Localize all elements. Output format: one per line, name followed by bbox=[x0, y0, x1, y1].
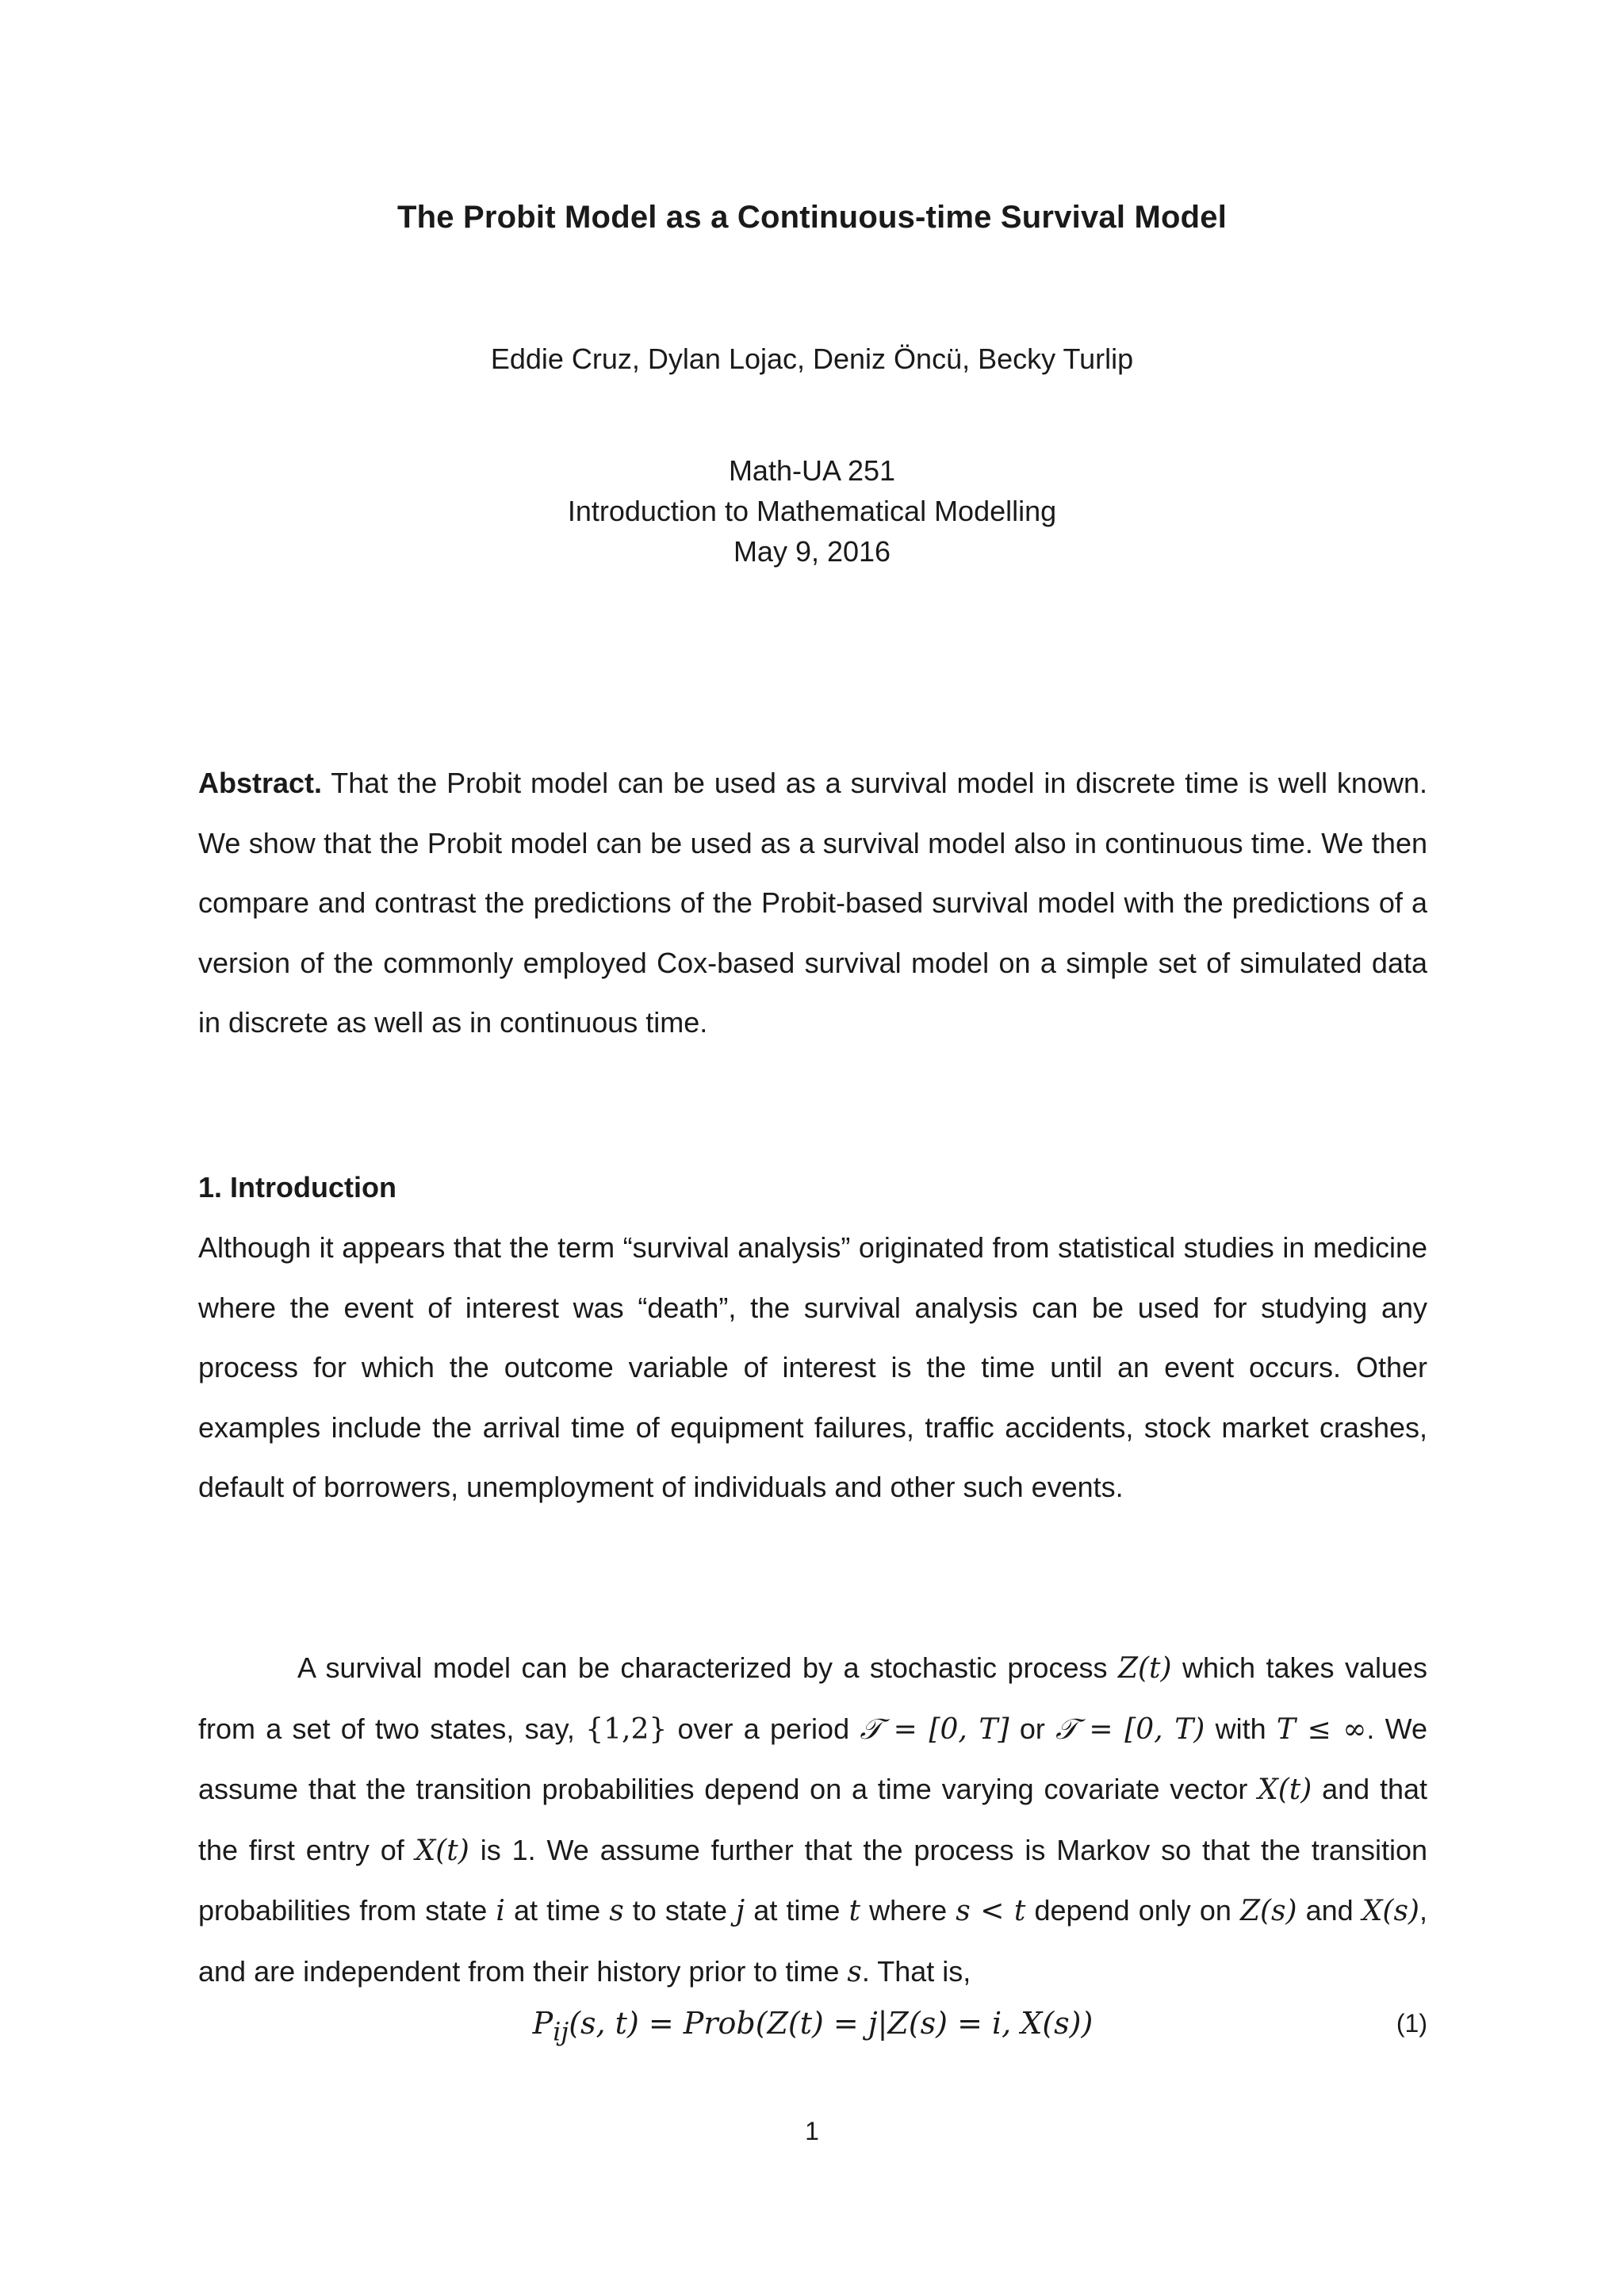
equation-number: (1) bbox=[1396, 2009, 1427, 2038]
equation-subscript: ij bbox=[553, 2018, 569, 2047]
abstract bbox=[198, 753, 1427, 1053]
math-inline: 𝒯 = [0, T) bbox=[1055, 1712, 1205, 1746]
text-run: A survival model can be characterized by a stochastic process bbox=[297, 1651, 1118, 1684]
text-run: and bbox=[1297, 1894, 1362, 1927]
text-run: to state bbox=[623, 1894, 737, 1927]
text-run: , and are independent from their history prior to time bbox=[198, 1894, 1427, 1988]
text-run: depend only on bbox=[1025, 1894, 1240, 1927]
paper-date: May 9, 2016 bbox=[733, 535, 891, 568]
text-run: at time bbox=[504, 1894, 610, 1927]
abstract-label: Abstract. bbox=[198, 767, 323, 799]
text-run: . That is, bbox=[861, 1954, 971, 1988]
text-run: is 1. We assume further that the process is Markov so that the transition probabilities from state bbox=[198, 1833, 1427, 1927]
math-inline: X(t) bbox=[415, 1834, 469, 1867]
math-inline: i bbox=[496, 1895, 505, 1928]
equation-formula bbox=[198, 1999, 1427, 2057]
equation-rhs: (s, t) = Prob(Z(t) = j|Z(s) = i, X(s)) bbox=[569, 2006, 1094, 2041]
math-inline: t bbox=[848, 1895, 860, 1928]
math-inline: 𝒯 = [0, T] bbox=[860, 1712, 1009, 1746]
math-inline: T ≤ ∞ bbox=[1276, 1712, 1367, 1746]
math-inline: j bbox=[736, 1895, 745, 1928]
author-list: Eddie Cruz, Dylan Lojac, Deniz Öncü, Becky Turlip bbox=[490, 342, 1134, 375]
paper-title: The Probit Model as a Continuous-time Survival Model bbox=[396, 200, 1228, 235]
text-run: over a period bbox=[667, 1712, 860, 1745]
equation-1 bbox=[198, 1999, 1427, 2047]
course-name: Introduction to Mathematical Modelling bbox=[567, 495, 1057, 527]
math-inline: X(s) bbox=[1362, 1895, 1419, 1928]
text-run: with bbox=[1205, 1712, 1277, 1745]
math-inline: X(t) bbox=[1258, 1774, 1312, 1807]
text-run: which takes values from a set of two states, say, bbox=[198, 1651, 1428, 1745]
page-number: 1 bbox=[805, 2117, 819, 2145]
course-info bbox=[0, 450, 1624, 572]
text-run: . We assume that the transition probabilities depend on a time varying covariate vector bbox=[198, 1712, 1427, 1806]
equation-lhs: P bbox=[532, 2006, 553, 2041]
intro-paragraph-2 bbox=[198, 1638, 1427, 2003]
section-heading-introduction: 1. Introduction bbox=[198, 1171, 396, 1203]
math-inline: s bbox=[609, 1895, 624, 1928]
text-run: and that the first entry of bbox=[198, 1773, 1427, 1866]
text-run: where bbox=[860, 1894, 956, 1927]
course-code: Math-UA 251 bbox=[728, 454, 896, 487]
text-run: or bbox=[1009, 1712, 1056, 1745]
math-inline: s < t bbox=[956, 1895, 1026, 1928]
text-run: at time bbox=[745, 1894, 849, 1927]
abstract-text: That the Probit model can be used as a survival model in discrete time is well known. We show that the Probit model can be used as a survival model also in continuous time. We then compare and contrast the predictions of the Probit-based survival model with the predictions of a version of the commonly employed Cox-based survival model on a simple set of simulated data in discrete as well as in continuous time. bbox=[198, 767, 1427, 1039]
math-inline: Z(s) bbox=[1239, 1895, 1297, 1928]
math-inline: Z(t) bbox=[1117, 1652, 1172, 1685]
math-inline: s bbox=[847, 1955, 862, 1988]
math-inline: {1,2} bbox=[585, 1712, 668, 1746]
intro-paragraph-1: Although it appears that the term “survival analysis” originated from statistical studies in medicine where the event of interest was “death”, the survival analysis can be used for studying any process for which the outcome variable of interest is the time until an event occurs. Other examples include the arrival time of equipment failures, traffic accidents, stock market crashes, default of borrowers, unemployment of individuals and other such events. bbox=[198, 1231, 1427, 1504]
